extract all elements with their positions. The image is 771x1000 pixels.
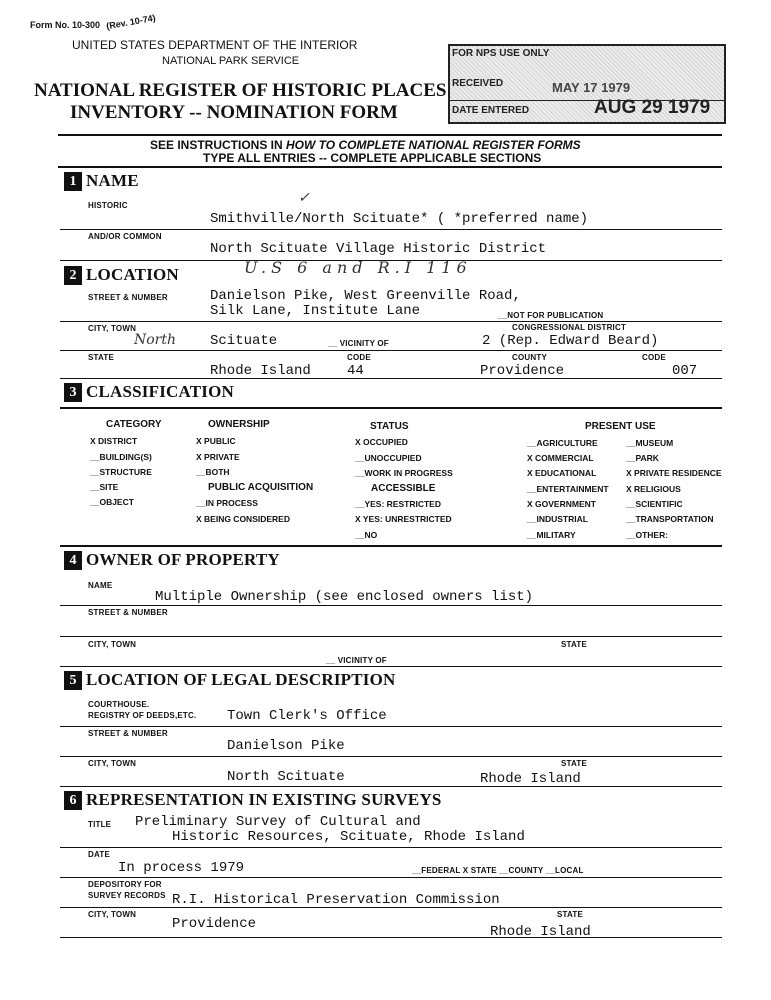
legal-city-value: North Scituate (227, 769, 345, 785)
county-label: COUNTY (512, 353, 547, 362)
status-heading: STATUS (370, 421, 409, 432)
owner-name-value: Multiple Ownership (see enclosed owners list) (155, 589, 534, 605)
legal-state-label: STATE (561, 759, 588, 768)
section-2-end-rule (60, 378, 722, 379)
survey-date-rule (60, 877, 722, 878)
owner-name-label: NAME (88, 581, 113, 590)
registry-label: REGISTRY OF DEEDS,ETC. (88, 711, 197, 720)
street-line2-value: Silk Lane, Institute Lane (210, 303, 421, 319)
status-work-in-progress[interactable]: __WORK IN PROGRESS (355, 468, 453, 478)
city-rule (60, 350, 722, 351)
ownership-private[interactable]: X PRIVATE (196, 452, 240, 462)
use-military[interactable]: __MILITARY (527, 530, 576, 540)
use-park[interactable]: __PARK (626, 453, 659, 463)
survey-state-label: STATE (557, 910, 584, 919)
use-commercial[interactable]: X COMMERCIAL (527, 453, 594, 463)
historic-label: HISTORIC (88, 201, 128, 210)
owner-city-label: CITY, TOWN (88, 640, 137, 649)
county-code-value: 007 (672, 363, 698, 379)
courthouse-rule (60, 726, 722, 727)
use-educational[interactable]: X EDUCATIONAL (527, 468, 597, 478)
use-transportation[interactable]: __TRANSPORTATION (626, 514, 714, 524)
section-6-number: 6 (64, 791, 82, 810)
received-label: RECEIVED (452, 78, 504, 89)
category-heading: CATEGORY (106, 419, 162, 430)
survey-city-value: Providence (172, 916, 257, 932)
present-use-heading: PRESENT USE (585, 421, 656, 432)
handwritten-checkmark: ✓ (298, 190, 310, 206)
section-3-end-rule (60, 545, 722, 547)
owner-name-rule (60, 605, 722, 606)
street-rule (60, 321, 722, 322)
street-number-label: STREET & NUMBER (88, 293, 168, 302)
use-museum[interactable]: __MUSEUM (626, 438, 674, 448)
access-restricted[interactable]: __YES: RESTRICTED (355, 499, 441, 509)
nps-use-only-box (448, 44, 726, 124)
header-rule (58, 134, 722, 136)
common-name-value: North Scituate Village Historic District (210, 241, 547, 257)
county-code-label: CODE (642, 353, 666, 362)
state-label: STATE (88, 353, 115, 362)
ownership-both[interactable]: __BOTH (196, 467, 230, 477)
survey-title-label: TITLE (88, 820, 112, 829)
depository-label-line1: DEPOSITORY FOR (88, 880, 162, 889)
acquisition-in-process[interactable]: __IN PROCESS (196, 498, 258, 508)
section-2-number: 2 (64, 266, 82, 285)
acquisition-being-considered[interactable]: X BEING CONSIDERED (196, 514, 290, 524)
nps-box-label: FOR NPS USE ONLY (452, 48, 550, 59)
survey-date-value: In process 1979 (118, 860, 245, 876)
owner-vicinity-label: __ VICINITY OF (326, 656, 387, 665)
use-agriculture[interactable]: __AGRICULTURE (527, 438, 598, 448)
date-entered-stamp: AUG 29 1979 (594, 97, 711, 118)
use-entertainment[interactable]: __ENTERTAINMENT (527, 484, 609, 494)
section-4-number: 4 (64, 551, 82, 570)
category-object[interactable]: __OBJECT (90, 497, 134, 507)
ownership-heading: OWNERSHIP (208, 419, 270, 430)
ownership-public[interactable]: X PUBLIC (196, 436, 236, 446)
form-number: Form No. 10-300 (30, 20, 101, 30)
status-occupied[interactable]: X OCCUPIED (355, 437, 408, 447)
date-entered-label: DATE ENTERED (452, 105, 530, 116)
received-stamp: MAY 17 1979 (552, 80, 631, 95)
historic-name-value: Smithville/North Scituate* ( *preferred name) (210, 211, 589, 227)
legal-street-value: Danielson Pike (227, 738, 345, 754)
section-6-end-rule (60, 937, 722, 938)
legal-state-value: Rhode Island (480, 771, 581, 787)
form-title-line1: NATIONAL REGISTER OF HISTORIC PLACES (34, 80, 447, 101)
section-4-end-rule (60, 666, 722, 667)
courthouse-value: Town Clerk's Office (227, 708, 387, 724)
instructions-line2: TYPE ALL ENTRIES -- COMPLETE APPLICABLE SECTIONS (203, 151, 542, 165)
state-code-label: CODE (347, 353, 371, 362)
use-other[interactable]: __OTHER: (626, 530, 669, 540)
survey-title-rule (60, 847, 722, 848)
survey-date-label: DATE (88, 850, 110, 859)
legal-street-rule (60, 756, 722, 757)
owner-street-rule (60, 636, 722, 637)
survey-title-line1: Preliminary Survey of Cultural and (135, 814, 421, 830)
street-line1-value: Danielson Pike, West Greenville Road, (210, 288, 521, 304)
department-name: UNITED STATES DEPARTMENT OF THE INTERIOR (72, 38, 358, 52)
section-6-title: REPRESENTATION IN EXISTING SURVEYS (86, 790, 442, 809)
legal-city-label: CITY, TOWN (88, 759, 137, 768)
congressional-district-label: CONGRESSIONAL DISTRICT (512, 323, 627, 332)
section-2-title: LOCATION (86, 265, 179, 284)
section-4-title: OWNER OF PROPERTY (86, 550, 280, 569)
section-1-number: 1 (64, 172, 82, 191)
common-name-label: AND/OR COMMON (88, 232, 162, 241)
instructions-line1 (150, 138, 581, 152)
county-value: Providence (480, 363, 565, 379)
survey-city-label: CITY, TOWN (88, 910, 137, 919)
owner-state-label: STATE (561, 640, 588, 649)
vicinity-label: __ VICINITY OF (328, 339, 389, 348)
category-district[interactable]: X DISTRICT (90, 436, 138, 446)
survey-levels[interactable]: __FEDERAL X STATE __COUNTY __LOCAL (412, 866, 584, 875)
city-value: Scituate (210, 333, 278, 349)
use-religious[interactable]: X RELIGIOUS (626, 484, 681, 494)
instructions-prefix: SEE INSTRUCTIONS IN (150, 138, 287, 152)
section-3-rule (60, 407, 722, 409)
service-name: NATIONAL PARK SERVICE (162, 55, 300, 67)
depository-value: R.I. Historical Preservation Commission (172, 892, 500, 908)
state-value: Rhode Island (210, 363, 311, 379)
use-scientific[interactable]: __SCIENTIFIC (626, 499, 683, 509)
historic-rule (60, 229, 722, 230)
handwritten-city-prefix: North (134, 332, 177, 348)
section-1-title: NAME (86, 171, 139, 190)
congressional-district-value: 2 (Rep. Edward Beard) (482, 333, 659, 349)
instructions-emphasis: HOW TO COMPLETE NATIONAL REGISTER FORMS (286, 138, 581, 152)
survey-title-line2: Historic Resources, Scituate, Rhode Island (172, 829, 525, 845)
owner-street-label: STREET & NUMBER (88, 608, 168, 617)
use-government[interactable]: X GOVERNMENT (527, 499, 596, 509)
legal-street-label: STREET & NUMBER (88, 729, 168, 738)
status-unoccupied[interactable]: __UNOCCUPIED (355, 453, 422, 463)
survey-state-value: Rhode Island (490, 924, 591, 940)
use-private-residence[interactable]: X PRIVATE RESIDENCE (626, 468, 722, 478)
not-for-publication-label: __NOT FOR PUBLICATION (498, 311, 604, 320)
form-revision: (Rev. 10-74) (105, 12, 157, 32)
depository-rule (60, 907, 722, 908)
category-buildings[interactable]: __BUILDING(S) (90, 452, 152, 462)
state-code-value: 44 (347, 363, 364, 379)
use-industrial[interactable]: __INDUSTRIAL (527, 514, 588, 524)
courthouse-label: COURTHOUSE. (88, 700, 150, 709)
section-3-number: 3 (64, 383, 82, 402)
handwritten-route-note: U.S 6 and R.I 116 (244, 258, 472, 277)
depository-label-line2: SURVEY RECORDS (88, 891, 166, 900)
section-5-number: 5 (64, 671, 82, 690)
instructions-rule (58, 166, 722, 168)
category-structure[interactable]: __STRUCTURE (90, 467, 152, 477)
access-unrestricted[interactable]: X YES: UNRESTRICTED (355, 514, 452, 524)
city-town-label: CITY, TOWN (88, 324, 137, 333)
section-5-title: LOCATION OF LEGAL DESCRIPTION (86, 670, 396, 689)
form-title-line2: INVENTORY -- NOMINATION FORM (70, 102, 398, 123)
section-5-end-rule (60, 786, 722, 787)
access-no[interactable]: __NO (355, 530, 378, 540)
category-site[interactable]: __SITE (90, 482, 119, 492)
accessible-heading: ACCESSIBLE (371, 483, 436, 494)
public-acquisition-heading: PUBLIC ACQUISITION (208, 482, 314, 493)
section-3-title: CLASSIFICATION (86, 382, 234, 401)
